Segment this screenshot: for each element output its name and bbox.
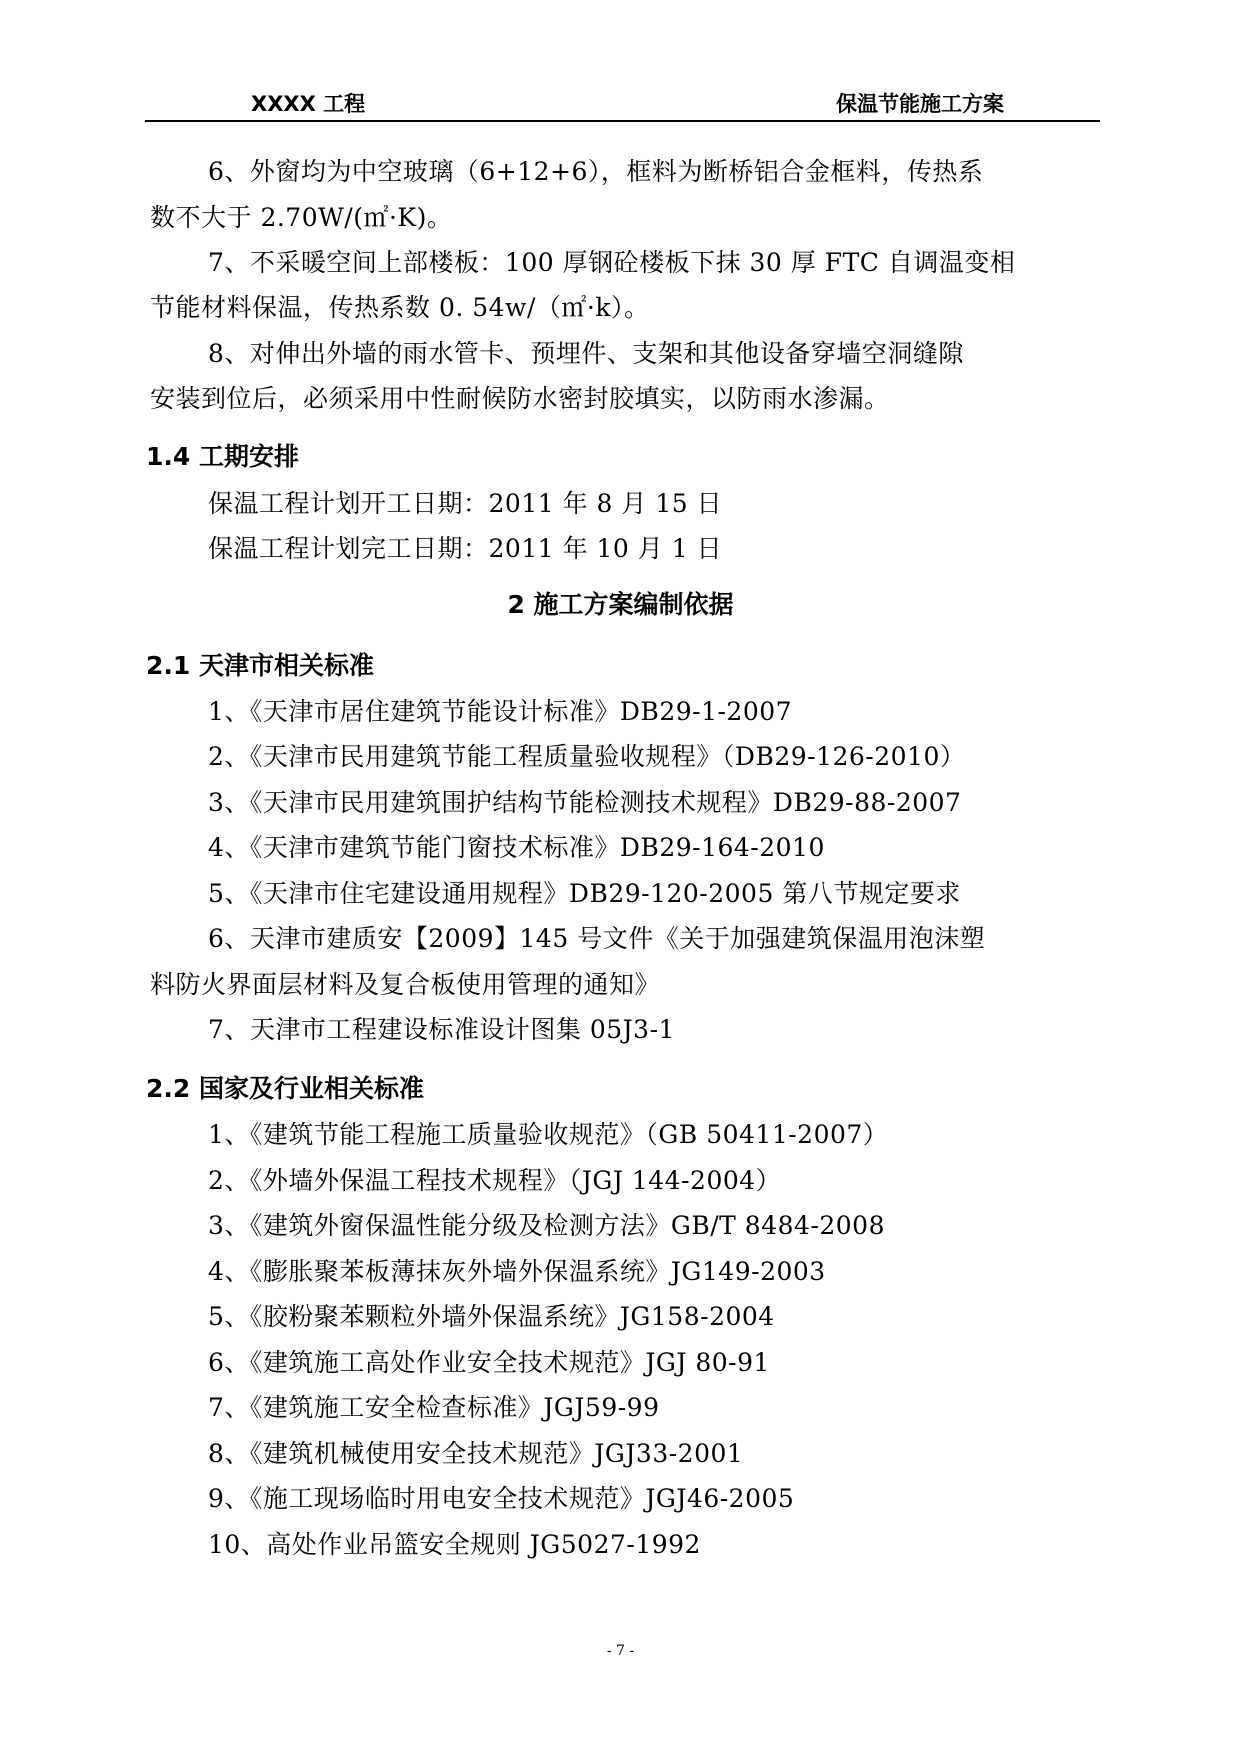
schedule-start-date: 保温工程计划开工日期：2011 年 8 月 15 日: [208, 489, 723, 518]
list-item: 3、《天津市民用建筑围护结构节能检测技术规程》DB29-88-2007: [208, 788, 962, 817]
list-item: 4、《天津市建筑节能门窗技术标准》DB29-164-2010: [208, 833, 825, 862]
paragraph-line: 数不大于 2.70W/(㎡·K)。: [150, 203, 453, 232]
paragraph-line: 6、外窗均为中空玻璃（6+12+6），框料为断桥铝合金框料，传热系: [208, 157, 984, 186]
list-item: 9、《施工现场临时用电安全技术规范》JGJ46-2005: [208, 1484, 795, 1513]
page-number: - 7 -: [606, 1643, 635, 1659]
list-item: 1、《建筑节能工程施工质量验收规范》（GB 50411-2007）: [208, 1120, 889, 1149]
section-heading-2-1: 2.1 天津市相关标准: [146, 651, 374, 680]
paragraph-line: 7、不采暖空间上部楼板：100 厚钢砼楼板下抹 30 厚 FTC 自调温变相: [208, 248, 1016, 277]
header-document-title: 保温节能施工方案: [836, 92, 1004, 116]
list-item: 7、《建筑施工安全检查标准》JGJ59-99: [208, 1393, 660, 1422]
section-heading-2-2: 2.2 国家及行业相关标准: [146, 1074, 424, 1103]
list-item: 6、《建筑施工高处作业安全技术规范》JGJ 80-91: [208, 1348, 770, 1377]
list-item: 2、《天津市民用建筑节能工程质量验收规程》（DB29-126-2010）: [208, 742, 966, 771]
list-item: 料防火界面层材料及复合板使用管理的通知》: [150, 970, 661, 999]
schedule-end-date: 保温工程计划完工日期：2011 年 10 月 1 日: [208, 534, 723, 563]
list-item: 10、高处作业吊篮安全规则 JG5027-1992: [208, 1530, 701, 1559]
list-item: 1、《天津市居住建筑节能设计标准》DB29-1-2007: [208, 697, 793, 726]
paragraph-line: 安装到位后，必须采用中性耐候防水密封胶填实，以防雨水渗漏。: [150, 384, 890, 413]
list-item: 4、《膨胀聚苯板薄抹灰外墙外保温系统》JG149-2003: [208, 1257, 826, 1286]
list-item: 6、天津市建质安【2009】145 号文件《关于加强建筑保温用泡沫塑: [208, 924, 986, 953]
list-item: 3、《建筑外窗保温性能分级及检测方法》GB/T 8484-2008: [208, 1211, 885, 1240]
section-heading-1-4: 1.4 工期安排: [146, 442, 299, 471]
list-item: 2、《外墙外保温工程技术规程》（JGJ 144-2004）: [208, 1166, 782, 1195]
paragraph-line: 8、对伸出外墙的雨水管卡、预埋件、支架和其他设备穿墙空洞缝隙: [208, 339, 964, 368]
list-item: 5、《胶粉聚苯颗粒外墙外保温系统》JG158-2004: [208, 1302, 775, 1331]
list-item: 5、《天津市住宅建设通用规程》DB29-120-2005 第八节规定要求: [208, 879, 961, 908]
header-project-name: XXXX 工程: [251, 92, 366, 116]
chapter-heading-2: 2 施工方案编制依据: [507, 590, 734, 619]
list-item: 8、《建筑机械使用安全技术规范》JGJ33-2001: [208, 1439, 744, 1468]
paragraph-line: 节能材料保温，传热系数 0. 54w/（㎡·k）。: [150, 293, 650, 322]
page-header: [145, 86, 1100, 122]
list-item: 7、天津市工程建设标准设计图集 05J3-1: [208, 1015, 675, 1044]
